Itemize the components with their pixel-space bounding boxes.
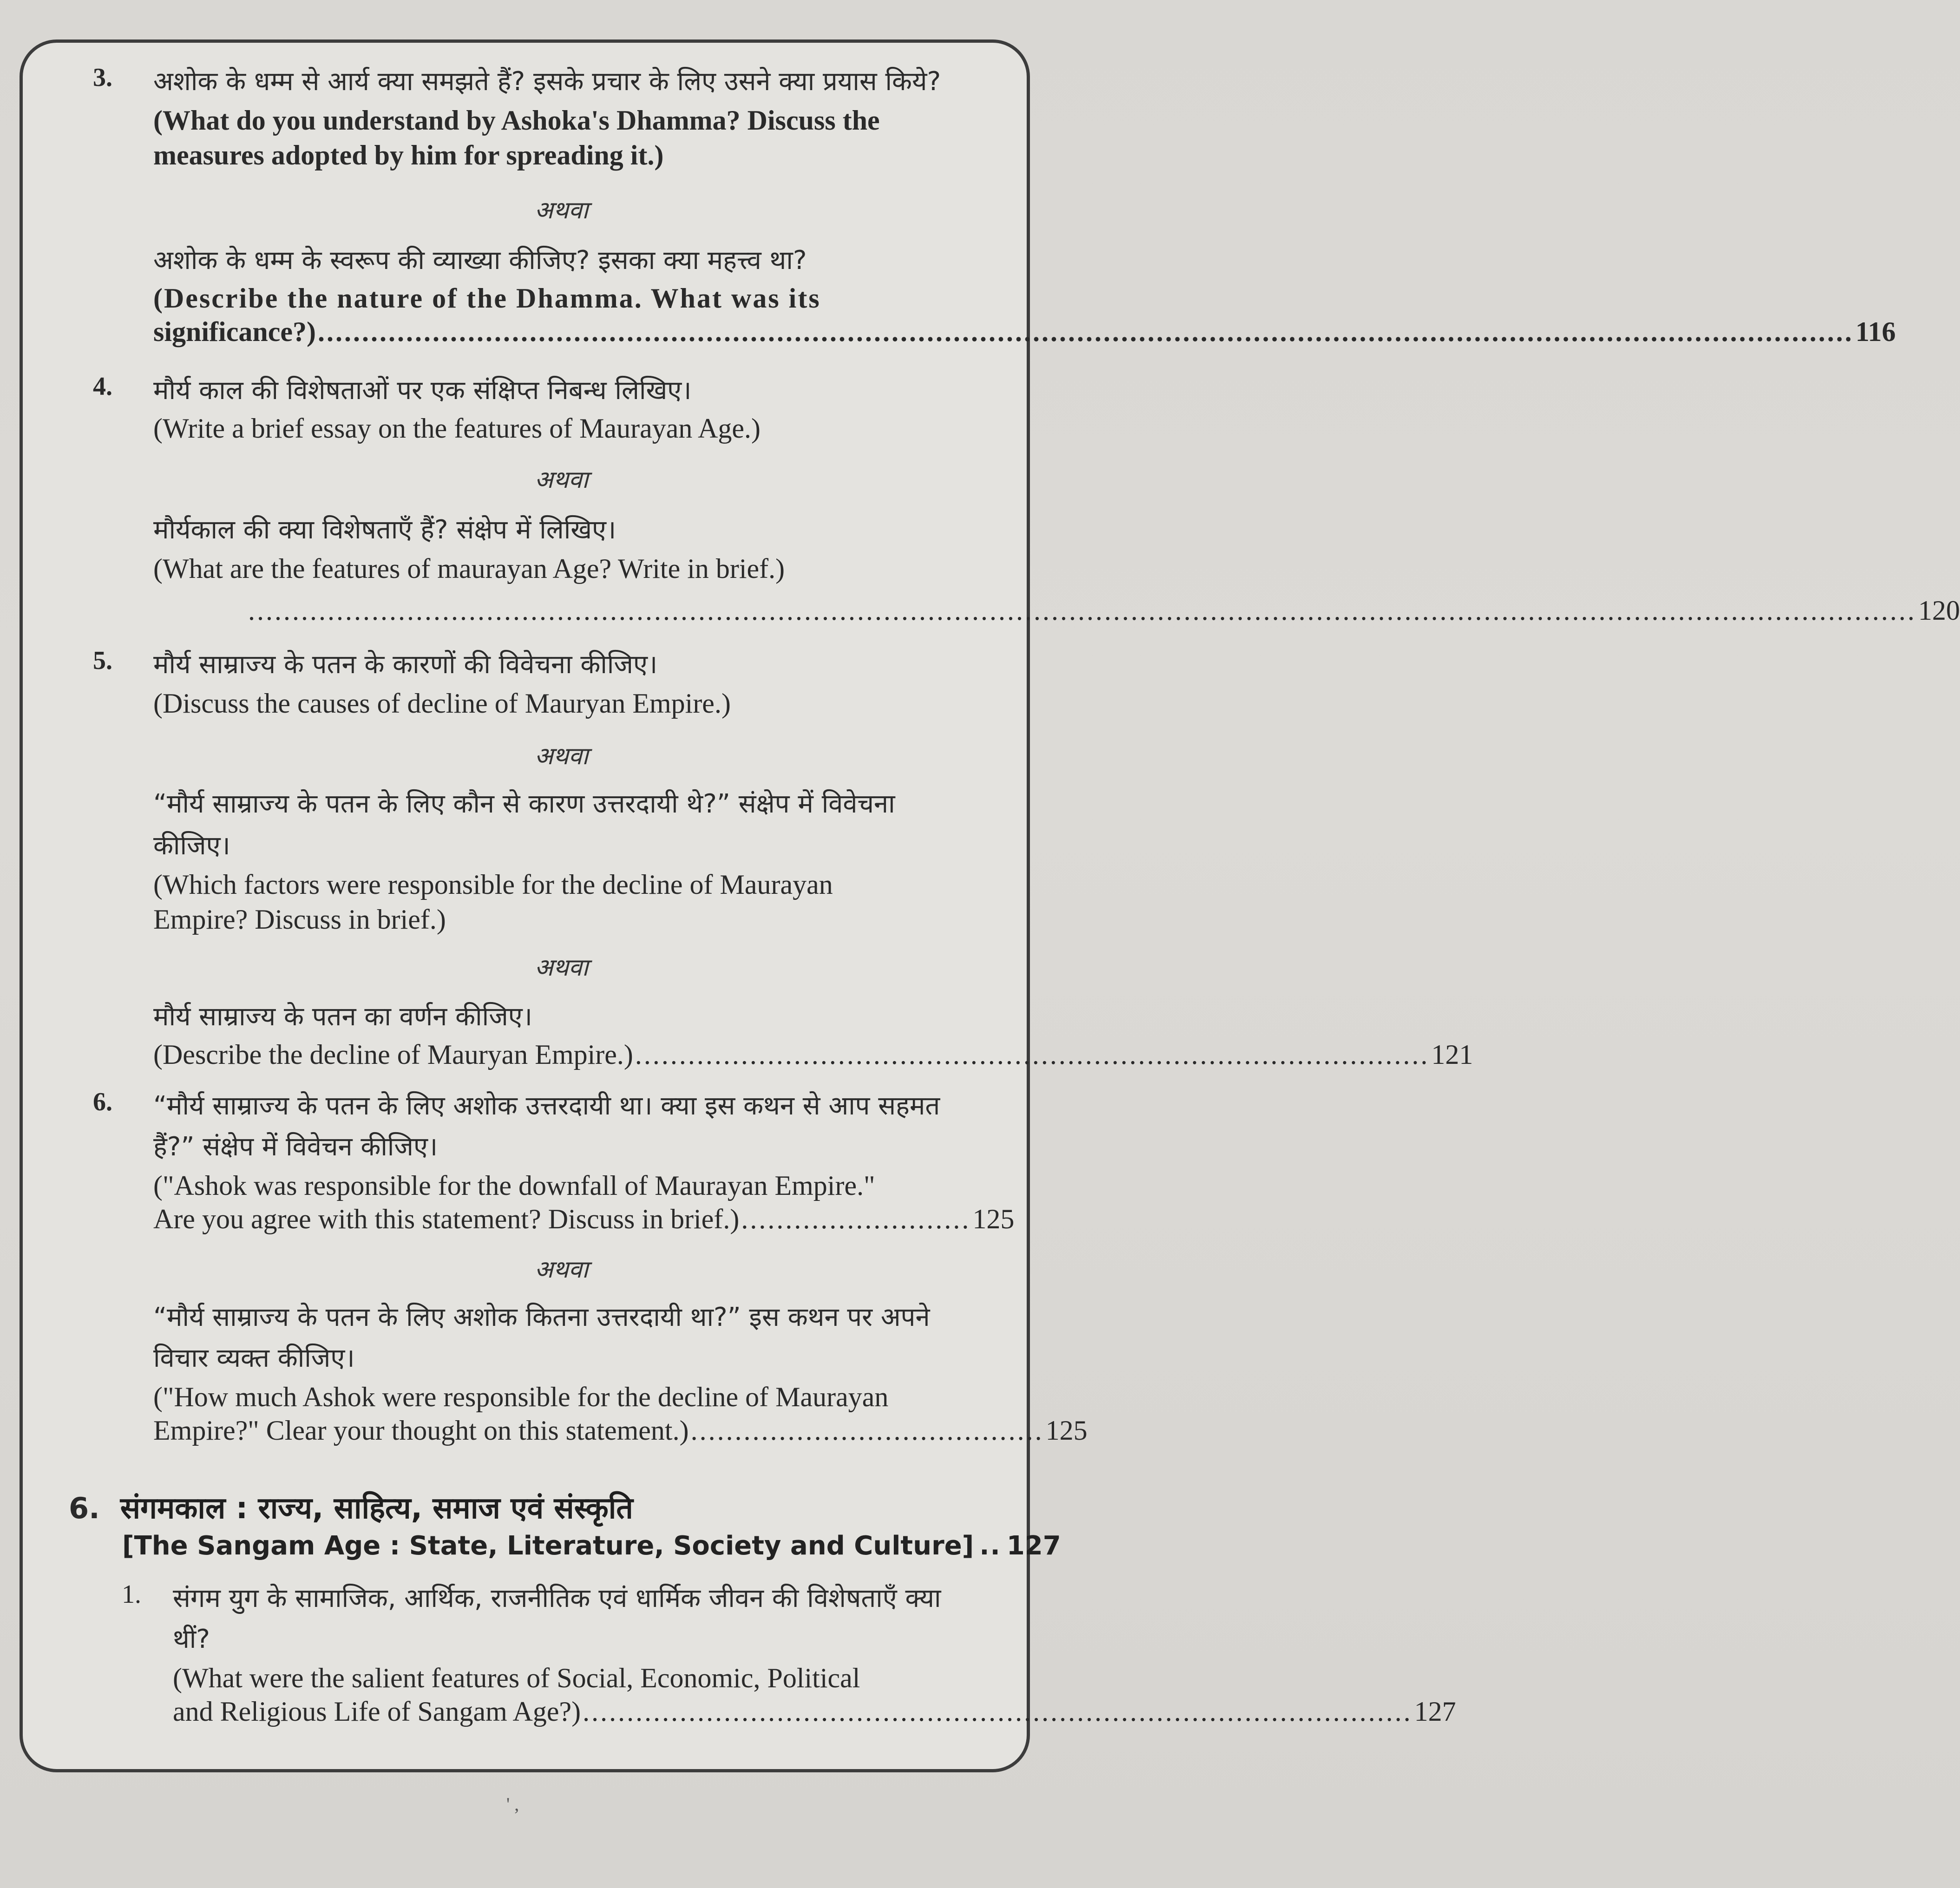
question-english: (Describe the decline of Mauryan Empire.) (153, 1039, 633, 1070)
question-english: (What do you understand by Ashoka's Dhamma? Discuss the (153, 105, 880, 136)
question-english: significance?) (153, 316, 316, 347)
or-separator: अथवा (534, 954, 589, 982)
or-separator: अथवा (534, 466, 589, 494)
question-hindi: अशोक के धम्म के स्वरूप की व्याख्या कीजिए? इसका क्या महत्त्व था? (153, 245, 807, 275)
question-english: ("Ashok was responsible for the downfall of Maurayan Empire." (153, 1170, 875, 1201)
question-hindi: “मौर्य साम्राज्य के पतन के लिए अशोक उत्तरदायी था। क्या इस कथन से आप सहमत (153, 1091, 940, 1121)
dot-leader: .......................................................................................... (635, 1039, 1429, 1070)
dot-leader: .............................................................................................................................................................................. (317, 316, 1854, 347)
page-number: 127 (1414, 1696, 1456, 1727)
question-english: (Discuss the causes of decline of Mauryan Empire.) (153, 688, 731, 719)
dot-leader: ............................................................................................................................................................................................. (248, 595, 1916, 626)
dot-leader: .......................... (741, 1204, 971, 1234)
question-english: Empire?" Clear your thought on this statement.) (153, 1415, 689, 1446)
or-separator: अथवा (534, 1256, 589, 1284)
dot-leader: .............................................................................................. (583, 1696, 1413, 1727)
dot-leader: .. (979, 1531, 1001, 1561)
question-hindi: संगम युग के सामाजिक, आर्थिक, राजनीतिक एवं धार्मिक जीवन की विशेषताएँ क्या (173, 1583, 941, 1613)
page-number: 120 (1918, 595, 1960, 626)
question-english: and Religious Life of Sangam Age?) (173, 1696, 581, 1727)
question-number: 3. (93, 63, 112, 92)
question-english: (Write a brief essay on the features of Maurayan Age.) (153, 413, 761, 444)
or-separator: अथवा (534, 197, 589, 224)
question-english: (What were the salient features of Social, Economic, Political (173, 1663, 860, 1693)
toc-entry-leader (246, 595, 1960, 627)
chapter-title-hindi: संगमकाल : राज्य, साहित्य, समाज एवं संस्कृति (120, 1491, 633, 1526)
question-hindi: “मौर्य साम्राज्य के पतन के लिए अशोक कितना उत्तरदायी था?” इस कथन पर अपने (153, 1302, 930, 1332)
toc-entry-leader (153, 316, 1896, 348)
chapter-title-english: [The Sangam Age : State, Literature, Society and Culture] (122, 1531, 974, 1561)
question-hindi: मौर्य साम्राज्य के पतन का वर्णन कीजिए। (153, 1002, 532, 1032)
question-hindi: अशोक के धम्म से आर्य क्या समझते हैं? इसके प्रचार के लिए उसने क्या प्रयास किये? (153, 66, 941, 97)
page-number: 116 (1855, 316, 1896, 347)
question-hindi: मौर्य काल की विशेषताओं पर एक संक्षिप्त निबन्ध लिखिए। (153, 375, 692, 406)
question-number: 1. (122, 1580, 141, 1609)
page-number: 121 (1431, 1039, 1473, 1070)
question-hindi: थीं? (173, 1624, 210, 1654)
question-hindi: मौर्य साम्राज्य के पतन के कारणों की विवेचना कीजिए। (153, 649, 658, 680)
dot-leader: ........................................ (690, 1415, 1044, 1446)
question-english: (Describe the nature of the Dhamma. What was its (153, 283, 821, 314)
footer-mark: ' , (506, 1794, 519, 1815)
chapter-title-hindi-row (69, 1487, 633, 1527)
question-number: 5. (93, 646, 112, 675)
toc-entry-leader (153, 1039, 1473, 1071)
question-english: measures adopted by him for spreading it.) (153, 140, 664, 170)
question-hindi: “मौर्य साम्राज्य के पतन के लिए कौन से कारण उत्तरदायी थे?” संक्षेप में विवेचना (153, 789, 895, 819)
chapter-number: 6. (69, 1491, 100, 1525)
toc-entry-leader (173, 1696, 1456, 1728)
question-number: 6. (93, 1088, 112, 1116)
toc-entry-leader (153, 1203, 1015, 1235)
question-hindi: कीजिए। (153, 831, 230, 861)
question-hindi: मौर्यकाल की क्या विशेषताएँ हैं? संक्षेप में लिखिए। (153, 515, 616, 545)
page-number: 125 (972, 1204, 1015, 1234)
question-english: ("How much Ashok were responsible for the decline of Maurayan (153, 1382, 889, 1412)
question-english: Are you agree with this statement? Discuss in brief.) (153, 1204, 740, 1234)
question-hindi: विचार व्यक्त कीजिए। (153, 1343, 355, 1373)
question-english: (Which factors were responsible for the decline of Maurayan (153, 869, 833, 900)
chapter-title-english-row (122, 1531, 1061, 1561)
toc-entry-leader (153, 1415, 1088, 1447)
page-number: 125 (1045, 1415, 1088, 1446)
or-separator: अथवा (534, 742, 589, 770)
question-english: (What are the features of maurayan Age? Write in brief.) (153, 553, 785, 584)
question-hindi: हैं?” संक्षेप में विवेचन कीजिए। (153, 1132, 438, 1162)
question-english: Empire? Discuss in brief.) (153, 904, 446, 935)
page-number: 127 (1006, 1531, 1061, 1561)
question-number: 4. (93, 372, 112, 401)
